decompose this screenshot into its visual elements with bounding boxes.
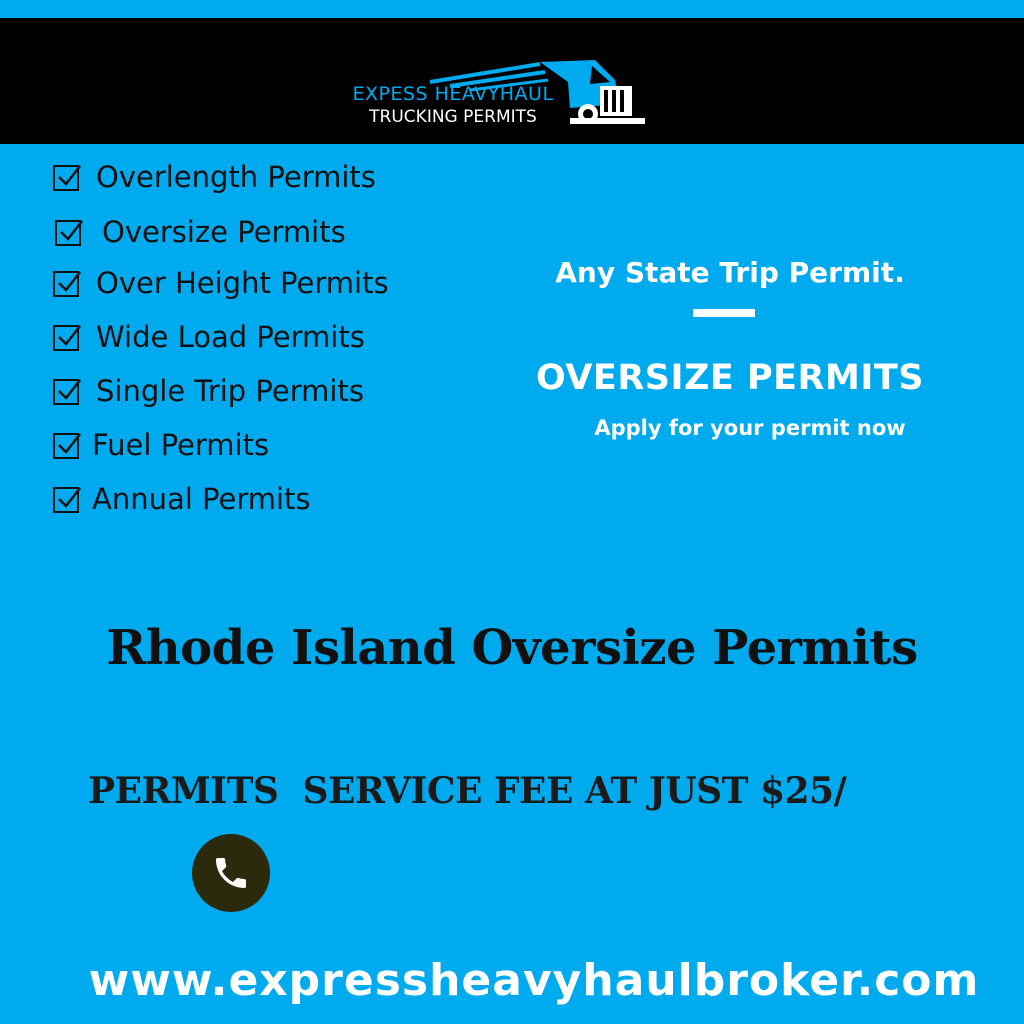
checkbox-checked-icon bbox=[52, 162, 82, 192]
checkbox-checked-icon bbox=[52, 430, 82, 460]
call-button[interactable] bbox=[192, 834, 270, 912]
list-item bbox=[52, 374, 364, 408]
brand-name: EXPESS HEAVYHAUL bbox=[352, 83, 554, 105]
list-item bbox=[54, 215, 346, 249]
permit-label: Single Trip Permits bbox=[96, 374, 364, 408]
list-item bbox=[52, 428, 269, 462]
permit-label: Wide Load Permits bbox=[96, 320, 365, 354]
brand-subtitle: TRUCKING PERMITS bbox=[369, 107, 537, 127]
promo-tagline: Any State Trip Permit. bbox=[555, 256, 905, 289]
website-link[interactable]: www.expressheavyhaulbroker.com bbox=[88, 955, 980, 1006]
promo-divider bbox=[693, 309, 755, 317]
brand-logo bbox=[343, 82, 563, 128]
permit-label: Oversize Permits bbox=[102, 215, 346, 249]
permit-label: Fuel Permits bbox=[92, 428, 270, 462]
top-strip bbox=[0, 0, 1024, 18]
permit-label: Overlength Permits bbox=[96, 160, 376, 194]
checkbox-checked-icon bbox=[54, 217, 84, 247]
list-item bbox=[52, 266, 389, 300]
page-title: Rhode Island Oversize Permits bbox=[106, 620, 918, 676]
phone-icon bbox=[211, 853, 251, 893]
list-item bbox=[52, 320, 365, 354]
checkbox-checked-icon bbox=[52, 268, 82, 298]
permit-label: Annual Permits bbox=[92, 482, 311, 516]
header-banner bbox=[0, 18, 1024, 144]
checkbox-checked-icon bbox=[52, 376, 82, 406]
permit-label: Over Height Permits bbox=[96, 266, 389, 300]
promo-title: OVERSIZE PERMITS bbox=[536, 358, 924, 398]
list-item bbox=[52, 482, 311, 516]
list-item bbox=[52, 160, 376, 194]
service-fee-text: PERMITS SERVICE FEE AT JUST $25/ bbox=[88, 770, 847, 812]
checkbox-checked-icon bbox=[52, 322, 82, 352]
checkbox-checked-icon bbox=[52, 484, 82, 514]
promo-subtitle: Apply for your permit now bbox=[594, 416, 906, 440]
